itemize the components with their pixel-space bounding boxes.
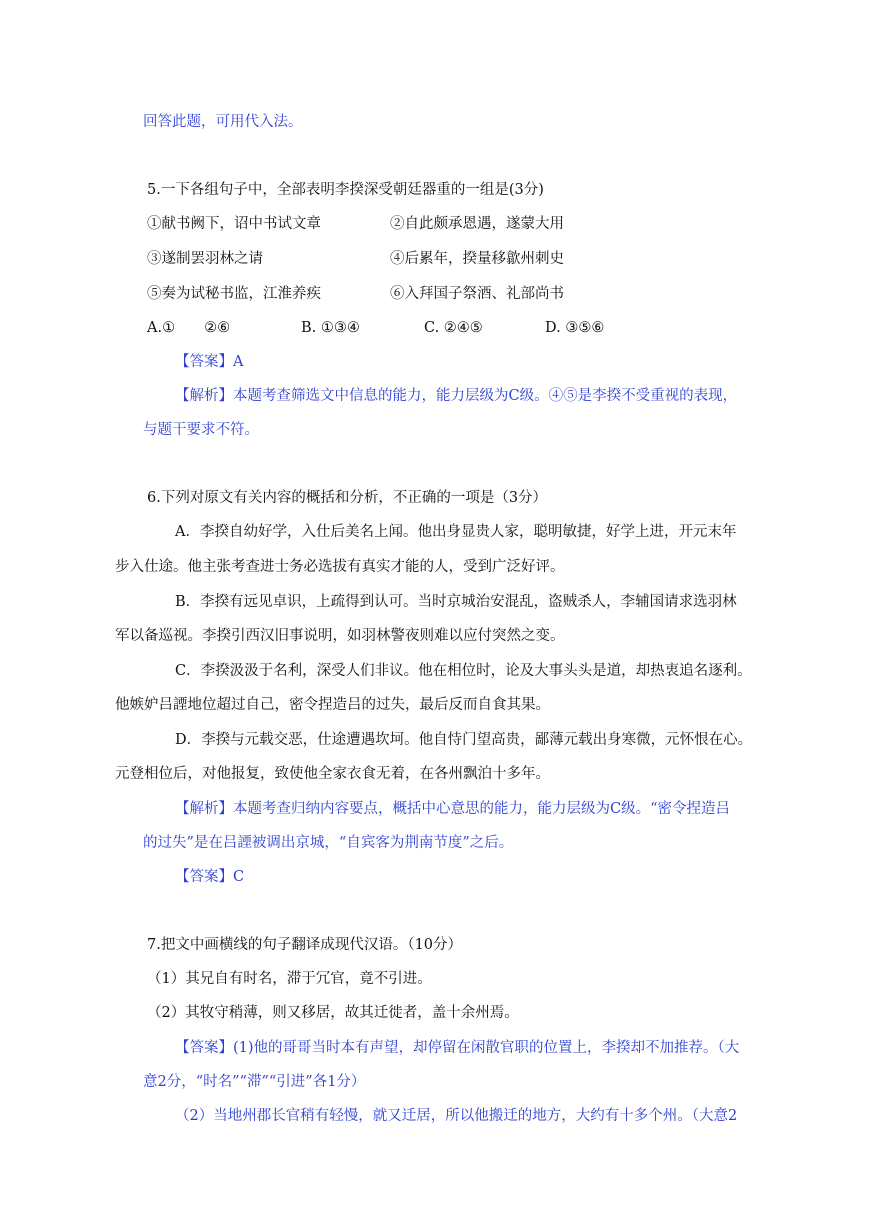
- q7-answer-line-3: （2）当地州郡长官稍有轻慢，就又迁居，所以他搬迁的地方，大约有十多个州。（大意2: [175, 1108, 738, 1124]
- q7-stem: 7.把文中画横线的句子翻译成现代汉语。（10分）: [147, 937, 463, 953]
- q6-option-a-line-2: 步入仕途。他主张考查进士务必选拔有真实才能的人，受到广泛好评。: [115, 559, 565, 575]
- q5-item-3: ③遂制罢羽林之请: [147, 251, 263, 267]
- q6-option-b-line-1: B．李揆有远见卓识，上疏得到认可。当时京城治安混乱，盗贼杀人，李辅国请求选羽林: [175, 594, 737, 610]
- q6-stem: 6.下列对原文有关内容的概括和分析，不正确的一项是（3分）: [147, 490, 548, 506]
- q6-option-d-line-2: 元登相位后，对他报复，致使他全家衣食无着，在各州飘泊十多年。: [115, 766, 550, 782]
- q6-analysis-line-1: 【解析】本题考查归纳内容要点，概括中心意思的能力，能力层级为C级。“密令捏造吕: [175, 801, 731, 817]
- q5-item-1: ①献书阙下，诏中书试文章: [147, 216, 321, 232]
- q7-answer-line-2: 意2分，“时名”“滞”“引进”各1分）: [143, 1074, 366, 1090]
- q6-analysis-line-2: 的过失”是在吕諲被调出京城，“自宾客为荆南节度”之后。: [143, 835, 514, 851]
- q7-sentence-1: （1）其兄自有时名，滞于冗官，竟不引进。: [147, 971, 432, 987]
- q4-tail-note: 回答此题，可用代入法。: [143, 114, 303, 130]
- q5-answer: 【答案】A: [175, 354, 244, 370]
- q5-analysis-line-1: 【解析】本题考查筛选文中信息的能力，能力层级为C级。④⑤是李揆不受重视的表现，: [175, 388, 738, 404]
- q7-sentence-2: （2）其牧守稍薄，则又移居，故其迁徙者，盖十余州焉。: [147, 1005, 519, 1021]
- q5-item-5: ⑤奏为试秘书监，江淮养疾: [147, 286, 321, 302]
- q5-option-b: B. ①③④: [301, 320, 360, 336]
- q6-option-a-line-1: A．李揆自幼好学，入仕后美名上闻。他出身显贵人家，聪明敏捷，好学上进，开元末年: [175, 524, 737, 540]
- q5-item-6: ⑥入拜国子祭酒、礼部尚书: [390, 286, 564, 302]
- q6-option-b-line-2: 军以备巡视。李揆引西汉旧事说明，如羽林警夜则难以应付突然之变。: [115, 628, 565, 644]
- q5-option-c: C. ②④⑤: [424, 320, 483, 336]
- q7-answer-line-1: 【答案】(1)他的哥哥当时本有声望，却停留在闲散官职的位置上，李揆却不加推荐。（大: [175, 1040, 740, 1056]
- q5-item-4: ④后累年，揆量移歙州刺史: [390, 251, 564, 267]
- q6-option-c-line-1: C．李揆汲汲于名利，深受人们非议。他在相位时，论及大事头头是道，却热衷追名逐利。: [175, 663, 752, 679]
- q6-option-d-line-1: D．李揆与元载交恶，仕途遭遇坎坷。他自恃门望高贵，鄙薄元载出身寒微，元怀恨在心。: [175, 732, 753, 748]
- q5-stem: 5.一下各组句子中，全部表明李揆深受朝廷器重的一组是(3分): [147, 182, 544, 198]
- q5-item-2: ②自此颇承恩遇，遂蒙大用: [390, 216, 564, 232]
- q5-option-a: A.① ②⑥: [147, 320, 231, 336]
- q6-answer: 【答案】C: [175, 869, 245, 885]
- q5-analysis-line-2: 与题干要求不符。: [143, 422, 259, 438]
- q5-option-d: D. ③⑤⑥: [545, 320, 605, 336]
- q6-option-c-line-2: 他嫉妒吕諲地位超过自己，密令捏造吕的过失，最后反而自食其果。: [115, 697, 550, 713]
